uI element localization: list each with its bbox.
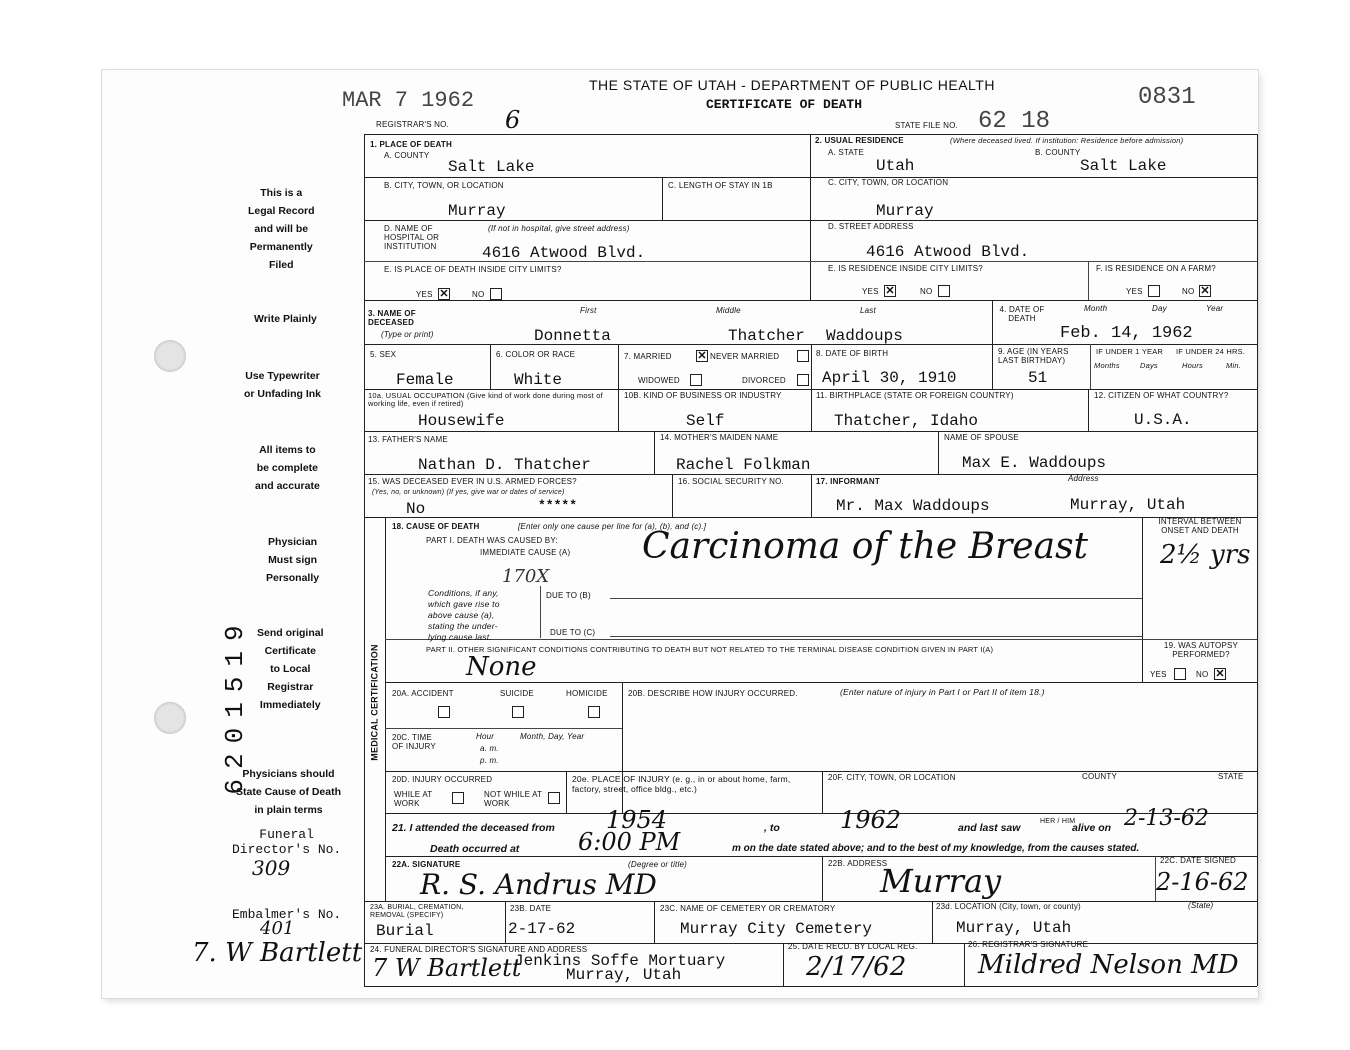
f17-informant-address: Murray, Utah: [1070, 496, 1186, 514]
f22b-label: 22B. ADDRESS: [828, 859, 888, 868]
binder-hole-top: [154, 340, 186, 372]
her-him-label: HER / HIM: [1040, 818, 1076, 825]
autopsy-yes-label: YES: [1150, 670, 1167, 679]
married-checkbox[interactable]: ✕: [697, 350, 707, 362]
last-name-label: Last: [860, 306, 876, 315]
f15-label: 15. WAS DECEASED EVER IN U.S. ARMED FORCES?: [368, 477, 577, 486]
alive-on-label: alive on: [1072, 822, 1112, 834]
hours-label: Hours: [1182, 361, 1204, 370]
embalmer-label: Embalmer's No.: [232, 907, 342, 922]
f20a-label: 20A. ACCIDENT: [392, 689, 454, 698]
immediate-cause-label: IMMEDIATE CAUSE (A): [480, 548, 571, 557]
cemetery-name: Murray City Cemetery: [680, 920, 873, 938]
f1e-no-label: NO: [472, 290, 485, 299]
f1e-label: E. IS PLACE OF DEATH INSIDE CITY LIMITS?: [384, 265, 562, 274]
f2a-state: Utah: [876, 157, 915, 175]
f1c-label: C. LENGTH OF STAY IN 1B: [668, 181, 773, 190]
part2-conditions: None: [466, 652, 537, 682]
f2e-no-label: NO: [920, 287, 933, 296]
f2c-label: C. CITY, TOWN, OR LOCATION: [828, 178, 949, 187]
f2-label: 2. USUAL RESIDENCE: [815, 136, 904, 145]
f1d-address: 4616 Atwood Blvd.: [482, 244, 646, 262]
widowed-label: WIDOWED: [638, 376, 680, 385]
embalmer-signature: 7. W Bartlett: [192, 938, 363, 968]
due-to-b-label: DUE TO (B): [546, 591, 591, 600]
f15-armed-forces: No: [406, 500, 426, 518]
f22a-label: 22A. SIGNATURE: [392, 860, 461, 869]
f2e-yes-label: YES: [862, 287, 879, 296]
f21-attended-label: 21. I attended the deceased from: [392, 822, 555, 834]
f23c-label: 23C. NAME OF CEMETERY OR CREMATORY: [660, 904, 836, 913]
degree-label: (Degree or title): [628, 860, 687, 869]
f1-label: 1. PLACE OF DEATH: [370, 140, 452, 149]
f1b-label: B. CITY, TOWN, OR LOCATION: [384, 181, 504, 190]
state-file-label: STATE FILE NO.: [895, 121, 958, 130]
f2e-yes-checkbox[interactable]: ✕: [885, 285, 895, 297]
hour-label: Hour: [476, 732, 495, 741]
registrars-no: 6: [505, 106, 521, 134]
f1e-no-checkbox[interactable]: [490, 288, 502, 300]
funeral-director-signature: 7 W Bartlett: [372, 954, 522, 982]
middle-name: Thatcher: [728, 327, 805, 345]
not-at-work-label: NOT WHILE AT WORK: [484, 790, 542, 808]
send-original-note: Send original Certificate to Local Registrar Immediately: [257, 627, 324, 711]
middle-name-label: Middle: [716, 306, 741, 315]
autopsy-yes-checkbox[interactable]: [1174, 668, 1186, 680]
state-file-no: 62 18: [978, 108, 1051, 135]
f1a-label: A. COUNTY: [384, 151, 430, 160]
f10a-occupation: Housewife: [418, 412, 505, 430]
last-name: Waddoups: [826, 327, 903, 345]
disposition-date: 2-17-62: [508, 920, 576, 938]
first-name: Donnetta: [534, 327, 611, 345]
date-signed: 2-16-62: [1156, 868, 1249, 896]
due-to-c-label: DUE TO (C): [550, 628, 596, 637]
widowed-checkbox[interactable]: [690, 374, 702, 386]
spouse-name: Max E. Waddoups: [962, 454, 1107, 472]
f2f-label: F. IS RESIDENCE ON A FARM?: [1096, 264, 1216, 273]
f18-note: [Enter only one cause per line for (a), (b), and (c).]: [518, 522, 707, 531]
funeral-director-no: 309: [252, 856, 291, 880]
form-title: CERTIFICATE OF DEATH: [706, 97, 863, 112]
physician-signature: R. S. Andrus MD: [420, 868, 657, 901]
f2f-no-label: NO: [1182, 287, 1195, 296]
f10b-label: 10B. KIND OF BUSINESS OR INDUSTRY: [624, 391, 782, 400]
never-married-label: NEVER MARRIED: [710, 352, 780, 361]
attended-to: 1962: [840, 806, 902, 834]
f2f-yes-label: YES: [1126, 287, 1143, 296]
attended-from: 1954: [606, 806, 668, 834]
suicide-checkbox[interactable]: [512, 706, 524, 718]
physician-address: Murray: [880, 862, 1002, 900]
injury-state-label: STATE: [1218, 772, 1244, 781]
month-label: Month: [1084, 304, 1108, 313]
f2c-city: Murray: [876, 202, 934, 220]
f9-age: 51: [1028, 369, 1048, 387]
f20b-label: 20B. DESCRIBE HOW INJURY OCCURRED.: [628, 689, 798, 698]
f3-note: (Type or print): [381, 330, 434, 339]
f8-label: 8. DATE OF BIRTH: [816, 349, 889, 358]
part1-label: PART I. DEATH WAS CAUSED BY:: [426, 536, 558, 545]
accident-checkbox[interactable]: [438, 706, 450, 718]
f9-label: 9. AGE (IN YEARS LAST BIRTHDAY): [998, 347, 1069, 365]
f14-label: 14. MOTHER'S MAIDEN NAME: [660, 433, 779, 442]
am-label: a. m.: [480, 744, 499, 753]
mortuary-address: Murray, Utah: [566, 966, 682, 984]
registrars-no-label: REGISTRAR'S NO.: [376, 120, 449, 129]
mortuary-name: Jenkins Soffe Mortuary: [514, 952, 726, 970]
minutes-label: Min.: [1226, 361, 1241, 370]
f2d-address: 4616 Atwood Blvd.: [866, 243, 1030, 261]
f2-note: (Where deceased lived. If institution: Residence before admission): [950, 136, 1184, 145]
f6-label: 6. COLOR OR RACE: [496, 350, 576, 359]
under-1-year-label: IF UNDER 1 YEAR: [1096, 347, 1164, 356]
suicide-label: SUICIDE: [500, 689, 534, 698]
certificate-no: 0831: [1138, 84, 1196, 111]
physician-sign-note: Physician Must sign Personally: [266, 536, 320, 584]
f16-label: 16. SOCIAL SECURITY NO.: [678, 477, 784, 486]
divorced-checkbox[interactable]: [797, 374, 809, 386]
death-time: 6:00 PM: [578, 828, 681, 856]
f15-note: (Yes, no, or unknown) (If yes, give war or dates of service): [372, 489, 565, 496]
f5-label: 5. SEX: [370, 350, 397, 359]
conditions-bracket: [540, 586, 541, 638]
death-occurred-label: Death occurred at: [430, 843, 520, 855]
write-plainly-note: Write Plainly: [254, 313, 317, 325]
f2b-label: B. COUNTY: [1035, 148, 1081, 157]
f26-label: 26. REGISTRAR'S SIGNATURE: [968, 940, 1089, 949]
f20f-label: 20F. CITY, TOWN, OR LOCATION: [828, 773, 956, 782]
autopsy-no-checkbox[interactable]: ✕: [1215, 668, 1225, 680]
f20c-label: 20C. TIME OF INJURY: [392, 733, 436, 751]
injury-county-label: COUNTY: [1082, 772, 1117, 781]
never-married-checkbox[interactable]: [797, 350, 809, 362]
divorced-label: DIVORCED: [742, 376, 786, 385]
f17-label: 17. INFORMANT: [816, 477, 880, 486]
under-24-hrs-label: IF UNDER 24 HRS.: [1176, 347, 1246, 356]
f2a-label: A. STATE: [828, 148, 864, 157]
vertical-microfilm-number: 6201519: [220, 615, 250, 795]
f18-label: 18. CAUSE OF DEATH: [392, 522, 480, 531]
homicide-label: HOMICIDE: [566, 689, 608, 698]
f6-race: White: [514, 371, 563, 389]
f17-informant: Mr. Max Waddoups: [836, 497, 990, 515]
f2d-label: D. STREET ADDRESS: [828, 222, 914, 231]
f2f-no-checkbox[interactable]: ✕: [1200, 285, 1210, 297]
cause-plain-terms-note: Physicians should State Cause of Death in plain terms: [236, 768, 342, 816]
date-received: 2/17/62: [806, 952, 907, 982]
f19-label: 19. WAS AUTOPSY PERFORMED?: [1163, 641, 1239, 659]
address-label: Address: [1068, 474, 1099, 483]
f1b-city: Murray: [448, 202, 506, 220]
f10a-label: 10a. USUAL OCCUPATION (Give kind of work done during most of working life, even if retired): [368, 391, 603, 408]
day-label: Day: [1152, 304, 1167, 313]
f24-label: 24. FUNERAL DIRECTOR'S SIGNATURE AND ADDRESS: [370, 945, 588, 954]
f23d-state-label: (State): [1188, 901, 1214, 910]
interval-value: 2½ yrs: [1160, 540, 1251, 570]
part2-label: PART II. OTHER SIGNIFICANT CONDITIONS CONTRIBUTING TO DEATH BUT NOT RELATED TO THE TERMINAL DISEASE CONDITION GIVEN IN PART I(A): [426, 645, 994, 654]
disposition: Burial: [376, 922, 434, 940]
f25-label: 25. DATE RECD. BY LOCAL REG.: [788, 942, 918, 951]
while-at-work-label: WHILE AT WORK: [394, 790, 433, 808]
f1e-yes-checkbox[interactable]: ✕: [439, 288, 449, 300]
received-date-stamp: MAR 7 1962: [342, 88, 475, 113]
binder-hole-bottom: [154, 702, 186, 734]
f2e-no-checkbox[interactable]: [938, 285, 950, 297]
last-saw-label: and last saw: [958, 822, 1021, 834]
immediate-cause: Carcinoma of the Breast: [642, 526, 1089, 567]
registrar-signature: Mildred Nelson MD: [978, 950, 1239, 980]
f1e-yes-label: YES: [416, 290, 433, 299]
f4-date-of-death: Feb. 14, 1962: [1060, 324, 1193, 343]
f2b-county: Salt Lake: [1080, 157, 1167, 175]
not-at-work-checkbox[interactable]: [548, 792, 560, 804]
embalmer-no: 401: [260, 918, 295, 939]
months-label: Months: [1094, 361, 1120, 370]
days-label: Days: [1140, 361, 1158, 370]
f2f-yes-checkbox[interactable]: [1148, 285, 1160, 297]
f12-citizenship: U.S.A.: [1134, 411, 1192, 429]
while-at-work-checkbox[interactable]: [452, 792, 464, 804]
f13-father: Nathan D. Thatcher: [418, 456, 591, 474]
f10b-business: Self: [686, 412, 725, 430]
f5-sex: Female: [396, 371, 454, 389]
month-day-year-label: Month, Day, Year: [520, 732, 585, 741]
autopsy-no-label: NO: [1196, 670, 1209, 679]
f11-label: 11. BIRTHPLACE (STATE OR FOREIGN COUNTRY): [816, 391, 1014, 400]
pm-label: p. m.: [480, 756, 499, 765]
f3-label: 3. NAME OF DECEASED: [368, 309, 416, 327]
f23d-label: 23d. LOCATION (City, town, or county): [936, 902, 1081, 911]
f23b-label: 23B. DATE: [510, 904, 552, 913]
legal-record-note: This is a Legal Record and will be Permanently Filed: [248, 187, 315, 271]
funeral-director-label: Funeral Director's No.: [232, 827, 342, 857]
f22c-label: 22C. DATE SIGNED: [1160, 856, 1236, 865]
homicide-checkbox[interactable]: [588, 706, 600, 718]
f2e-label: E. IS RESIDENCE INSIDE CITY LIMITS?: [828, 264, 983, 273]
f4-label: 4. DATE OF DEATH: [999, 305, 1045, 323]
cause-code: 170X: [502, 566, 550, 587]
f15-service-dates: *****: [538, 498, 578, 513]
agency-title: THE STATE OF UTAH - DEPARTMENT OF PUBLIC HEALTH: [589, 77, 995, 93]
f13-label: 13. FATHER'S NAME: [368, 435, 448, 444]
attended-to-label: , to: [764, 822, 780, 834]
interval-label: INTERVAL BETWEEN ONSET AND DEATH: [1158, 517, 1242, 535]
medical-certification-label: MEDICAL CERTIFICATION: [369, 644, 380, 761]
year-label: Year: [1206, 304, 1224, 313]
f20d-label: 20D. INJURY OCCURRED: [392, 775, 493, 784]
f20b-note: (Enter nature of injury in Part I or Part II of item 18.): [840, 687, 1045, 697]
f14-mother: Rachel Folkman: [676, 456, 811, 474]
f1d-label: D. NAME OF HOSPITAL OR INSTITUTION: [384, 224, 440, 251]
cemetery-location: Murray, Utah: [956, 919, 1072, 937]
complete-items-note: All items to be complete and accurate: [255, 444, 320, 492]
f20e-label: 20e. PLACE OF INJURY (e. g., in or about home, farm, factory, street, office bldg., etc.): [572, 774, 791, 794]
f11-birthplace: Thatcher, Idaho: [834, 412, 979, 430]
typewriter-note: Use Typewriter or Unfading Ink: [244, 370, 321, 400]
f23a-label: 23A. BURIAL, CREMATION, REMOVAL (SPECIFY): [370, 904, 464, 919]
f8-date-of-birth: April 30, 1910: [822, 369, 957, 387]
f7-married-label: 7. MARRIED: [624, 352, 672, 361]
last-seen-alive-date: 2-13-62: [1124, 806, 1209, 831]
first-name-label: First: [580, 306, 597, 315]
attestation-text: m on the date stated above; and to the best of my knowledge, from the causes stated.: [732, 843, 1140, 854]
spouse-label: NAME OF SPOUSE: [944, 433, 1019, 442]
f1a-county: Salt Lake: [448, 158, 535, 176]
conditions-note: Conditions, if any, which gave rise to above cause (a), stating the under- lying cause last.: [428, 588, 500, 642]
f1d-note: (If not in hospital, give street address): [488, 224, 630, 233]
f12-label: 12. CITIZEN OF WHAT COUNTRY?: [1094, 391, 1229, 400]
